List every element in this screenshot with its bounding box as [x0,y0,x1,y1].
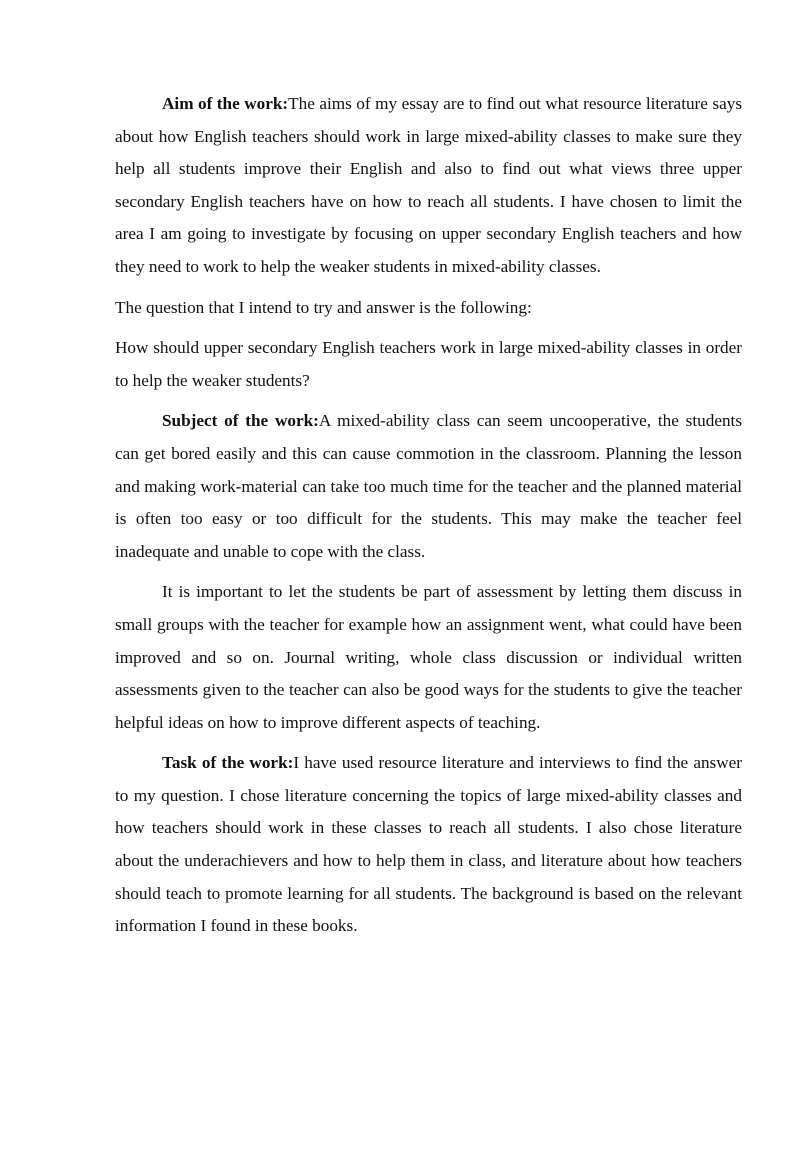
paragraph-assessment: It is important to let the students be part of assessment by letting them discuss in small groups with the teacher for example how an assignment went, what could have been improved and so on. Journal writing, whole class discussion or individual written assessments given to the teacher can also be good ways for the students to give the teacher helpful ideas on how to improve different aspects of teaching. [115,582,742,732]
paragraph-aim-text: The aims of my essay are to find out what resource literature says about how English teachers should work in large mixed-ability classes to make sure they help all students improve their English and also to find out what views three upper secondary English teachers have on how to reach all students. I have chosen to limit the area I am going to investigate by focusing on upper secondary English teachers and how they need to work to help the weaker students in mixed-ability classes. [115,94,743,276]
paragraph-task [115,747,742,943]
heading-task: Task of the work: [162,753,294,773]
paragraph-question-intro: The question that I intend to try and answer is the following: [115,297,532,317]
paragraph-aim [115,88,742,284]
paragraph-subject [115,405,742,568]
heading-subject: Subject of the work: [162,411,319,431]
paragraph-subject-text: A mixed-ability class can seem uncooperative, the students can get bored easily and this can cause commotion in the classroom. Planning the lesson and making work-material can take too much time for the teacher and the planned material is often too easy or too difficult for the students. This may make the teacher feel inadequate and unable to cope with the class. [115,411,743,561]
paragraph-research-question: How should upper secondary English teachers work in large mixed-ability classes in order to help the weaker students? [115,338,742,390]
heading-aim: Aim of the work: [162,94,289,113]
paragraph-task-text: I have used resource literature and interviews to find the answer to my question. I chose literature concerning the topics of large mixed-ability classes and how teachers should work in these classes to reach all students. I also chose literature about the underachievers and how to help them in class, and literature about how teachers should teach to promote learning for all students. The background is based on the relevant information I found in these books. [115,753,742,936]
document-page [115,88,742,951]
